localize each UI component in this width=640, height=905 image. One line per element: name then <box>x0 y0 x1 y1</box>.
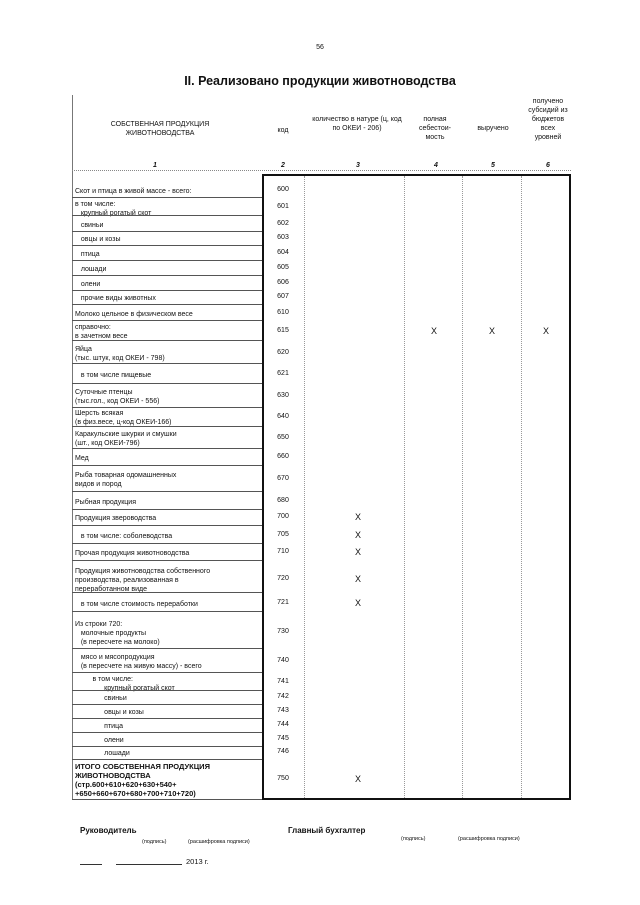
row-code: 750 <box>277 775 289 782</box>
table-row <box>0 545 640 561</box>
table-row <box>0 705 640 719</box>
row-label: Продукция животноводства собственного производства, реализованная в переработанном виде <box>75 568 211 593</box>
row-label: прочие виды животных <box>75 294 156 302</box>
row-code: 606 <box>277 279 289 286</box>
row-label: Суточные птенцы (тыс.гол., код ОКЕИ - 556) <box>75 389 160 405</box>
row-label: Шерсть всякая (в физ.весе, ц-код ОКЕИ-166) <box>75 410 172 426</box>
table-row <box>0 510 640 526</box>
row-code: 744 <box>277 721 289 728</box>
signature-head-sign: (подпись) <box>142 839 167 845</box>
column-number-2: 2 <box>281 162 285 169</box>
row-divider <box>72 320 262 321</box>
table-row <box>0 429 640 449</box>
row-divider <box>72 304 262 305</box>
row-code: 746 <box>277 748 289 755</box>
row-divider <box>72 275 262 276</box>
row-label: птица <box>75 250 100 258</box>
row-code: 602 <box>277 220 289 227</box>
column-number-6: 6 <box>546 162 550 169</box>
signature-accountant-sign: (подпись) <box>401 836 426 842</box>
row-label: Из строки 720: молочные продукты (в пересчете на молоко) <box>75 620 160 646</box>
row-divider <box>72 543 262 544</box>
table-row <box>0 651 640 673</box>
row-label: в том числе: крупный рогатый скот <box>75 201 152 217</box>
row-label: в том числе стоимость переработки <box>75 600 198 608</box>
row-label: ИТОГО СОБСТВЕННАЯ ПРОДУКЦИЯ ЖИВОТНОВОДСТВА (стр.600+610+620+630+540+ +650+660+670+680+700+710+720) <box>75 762 210 798</box>
table-row <box>0 323 640 341</box>
row-divider <box>72 525 262 526</box>
table-row <box>0 218 640 232</box>
header-col-subsidy: получено субсидий из бюджетов всех уровней <box>528 98 568 141</box>
row-code: 600 <box>277 186 289 193</box>
row-divider <box>72 340 262 341</box>
row-label: Рыбная продукция <box>75 498 136 506</box>
row-divider <box>72 648 262 649</box>
row-label: Яйца (тыс. штук, код ОКЕИ - 798) <box>75 346 165 362</box>
row-code: 604 <box>277 249 289 256</box>
header-col-revenue: выручено <box>477 125 509 132</box>
row-label: Рыба товарная одомашненных видов и пород <box>75 472 177 488</box>
table-row <box>0 617 640 649</box>
row-divider <box>72 245 262 246</box>
x-mark: X <box>488 326 495 336</box>
table-row <box>0 675 640 691</box>
row-code: 605 <box>277 264 289 271</box>
x-mark: X <box>354 512 361 522</box>
row-code: 745 <box>277 735 289 742</box>
table-row <box>0 232 640 246</box>
date-text: 2013 г. <box>186 857 209 866</box>
row-code: 705 <box>277 531 289 538</box>
row-label: в том числе: крупный рогатый скот <box>92 676 175 692</box>
row-divider <box>72 611 262 612</box>
table-row <box>0 409 640 427</box>
header-col-name: СОБСТВЕННАЯ ПРОДУКЦИЯ ЖИВОТНОВОДСТВА <box>110 121 210 137</box>
x-mark: X <box>354 774 361 784</box>
row-divider <box>72 197 262 198</box>
table-row <box>0 691 640 705</box>
row-label: Мед <box>75 454 89 462</box>
row-divider <box>72 465 262 466</box>
row-label: свиньи <box>75 694 127 702</box>
row-divider <box>72 799 262 800</box>
row-divider <box>72 491 262 492</box>
table-row <box>0 277 640 291</box>
row-label: свиньи <box>75 221 104 229</box>
row-code: 700 <box>277 513 289 520</box>
table-row <box>0 386 640 408</box>
column-number-5: 5 <box>491 162 495 169</box>
row-code: 640 <box>277 413 289 420</box>
header-col-code: код <box>277 127 289 134</box>
row-divider <box>72 592 262 593</box>
row-code: 743 <box>277 707 289 714</box>
row-code: 620 <box>277 349 289 356</box>
row-code: 730 <box>277 628 289 635</box>
table-row <box>0 567 640 593</box>
x-mark: X <box>354 598 361 608</box>
row-code: 742 <box>277 693 289 700</box>
table-row <box>0 719 640 733</box>
date-line <box>80 864 102 865</box>
page-number: 56 <box>316 44 324 51</box>
table-row <box>0 291 640 305</box>
page-title: II. Реализовано продукции животноводства <box>184 74 456 88</box>
header-rule <box>72 170 571 171</box>
header-col-cost: полная себестои- мость <box>419 116 451 141</box>
row-divider <box>72 363 262 364</box>
row-code: 650 <box>277 434 289 441</box>
row-label: Молоко цельное в физическом весе <box>75 310 193 318</box>
table-row <box>0 344 640 364</box>
row-label: птица <box>75 722 123 730</box>
row-label: в том числе: соболеводства <box>75 532 173 540</box>
x-mark: X <box>542 326 549 336</box>
row-code: 610 <box>277 309 289 316</box>
row-code: 660 <box>277 453 289 460</box>
header-col-quantity: количество в натуре (ц, код по ОКЕИ - 206) <box>312 116 402 132</box>
signature-head-label: Руководитель <box>80 826 137 835</box>
table-row <box>0 200 640 216</box>
table-row <box>0 528 640 544</box>
table-row <box>0 262 640 276</box>
row-code: 630 <box>277 392 289 399</box>
row-code: 720 <box>277 575 289 582</box>
signature-accountant-label: Главный бухгалтер <box>288 826 366 835</box>
row-code: 680 <box>277 497 289 504</box>
row-code: 741 <box>277 678 289 685</box>
row-divider <box>72 383 262 384</box>
table-row <box>0 184 640 198</box>
row-code: 615 <box>277 327 289 334</box>
row-code: 721 <box>277 599 289 606</box>
row-code: 603 <box>277 234 289 241</box>
table-row <box>0 468 640 492</box>
row-label: в том числе пищевые <box>75 371 152 379</box>
table-row <box>0 760 640 800</box>
row-divider <box>72 672 262 673</box>
table-row <box>0 247 640 261</box>
x-mark: X <box>354 574 361 584</box>
row-label: овцы и козы <box>75 235 121 243</box>
row-divider <box>72 260 262 261</box>
row-divider <box>72 215 262 216</box>
row-label: овцы и козы <box>75 708 144 716</box>
row-label: лошади <box>75 265 107 273</box>
x-mark: X <box>354 547 361 557</box>
column-number-1: 1 <box>153 162 157 169</box>
signature-accountant-name: (расшифровка подписи) <box>458 836 520 842</box>
x-mark: X <box>354 530 361 540</box>
table-row <box>0 746 640 760</box>
row-code: 710 <box>277 548 289 555</box>
column-number-4: 4 <box>434 162 438 169</box>
row-label: Каракульские шкурки и смушки (шт., код ОКЕИ-796) <box>75 431 177 447</box>
row-label: справочно: в зачетном весе <box>75 324 128 340</box>
row-divider <box>72 426 262 427</box>
row-code: 740 <box>277 657 289 664</box>
table-row <box>0 733 640 747</box>
column-number-3: 3 <box>356 162 360 169</box>
table-row <box>0 450 640 466</box>
row-label: Прочая продукция животноводства <box>75 549 190 557</box>
row-label: мясо и мясопродукция (в пересчете на живую массу) - всего <box>80 654 202 670</box>
x-mark: X <box>430 326 437 336</box>
signature-head-name: (расшифровка подписи) <box>188 839 250 845</box>
row-label: олени <box>75 280 101 288</box>
row-code: 607 <box>277 293 289 300</box>
table-row <box>0 366 640 384</box>
row-divider <box>72 407 262 408</box>
row-code: 601 <box>277 203 289 210</box>
table-row <box>0 307 640 321</box>
row-divider <box>72 448 262 449</box>
date-line <box>116 864 182 865</box>
row-label: лошади <box>75 749 130 757</box>
row-label: олени <box>75 736 124 744</box>
table-row <box>0 494 640 510</box>
row-code: 621 <box>277 370 289 377</box>
row-divider <box>72 560 262 561</box>
row-label: Продукция звероводства <box>75 514 157 522</box>
row-code: 670 <box>277 475 289 482</box>
row-label: Скот и птица в живой массе - всего: <box>75 187 192 195</box>
table-row <box>0 596 640 612</box>
